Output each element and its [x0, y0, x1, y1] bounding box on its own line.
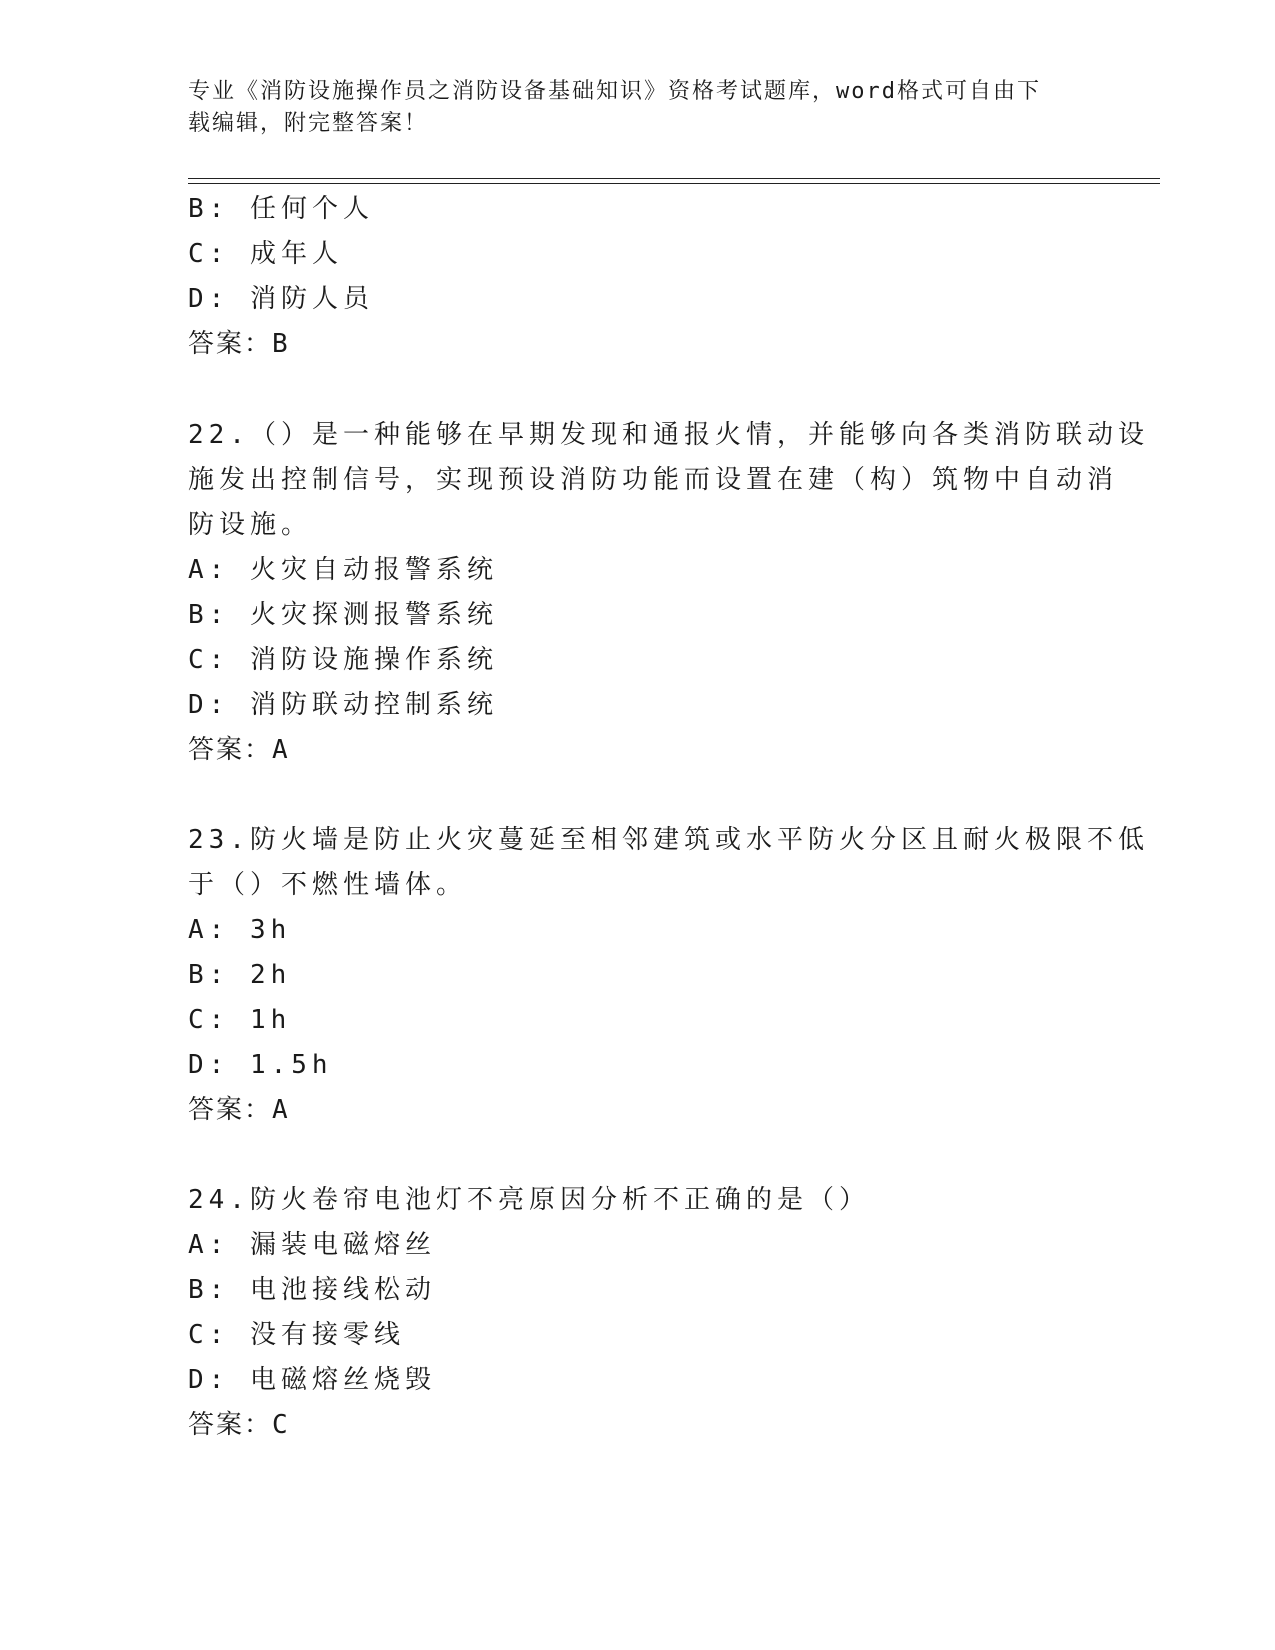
q24-option-d: D: 电磁熔丝烧毁	[188, 1365, 436, 1395]
q24-option-c: C: 没有接零线	[188, 1320, 405, 1350]
q23-stem-line-2: 于（）不燃性墙体。	[188, 870, 468, 900]
q22-answer: 答案：A	[188, 735, 290, 765]
q24-stem-line-1: 24.防火卷帘电池灯不亮原因分析不正确的是（）	[188, 1185, 870, 1215]
header-divider	[188, 178, 1160, 184]
q23-option-c: C: 1h	[188, 1005, 292, 1035]
q22-stem-line-3: 防设施。	[188, 510, 313, 540]
q22-option-a: A: 火灾自动报警系统	[188, 555, 498, 585]
q22-option-d: D: 消防联动控制系统	[188, 690, 498, 720]
q22-stem-line-1: 22.（）是一种能够在早期发现和通报火情，并能够向各类消防联动设	[188, 420, 1149, 450]
header-line-1: 专业《消防设施操作员之消防设备基础知识》资格考试题库，word格式可自由下	[188, 79, 1041, 104]
q21-option-d: D: 消防人员	[188, 284, 374, 314]
q22-option-c: C: 消防设施操作系统	[188, 645, 498, 675]
q21-option-c: C: 成年人	[188, 239, 343, 269]
q23-answer: 答案：A	[188, 1095, 290, 1125]
header-line-2: 载编辑，附完整答案！	[188, 111, 429, 136]
q23-option-d: D: 1.5h	[188, 1050, 333, 1080]
q21-option-b: B: 任何个人	[188, 194, 374, 224]
q21-answer: 答案：B	[188, 329, 290, 359]
q24-option-a: A: 漏装电磁熔丝	[188, 1230, 436, 1260]
q22-stem-line-2: 施发出控制信号，实现预设消防功能而设置在建（构）筑物中自动消	[188, 465, 1119, 495]
q22-option-b: B: 火灾探测报警系统	[188, 600, 498, 630]
q24-answer: 答案：C	[188, 1410, 290, 1440]
q23-option-a: A: 3h	[188, 915, 292, 945]
q23-option-b: B: 2h	[188, 960, 292, 990]
q23-stem-line-1: 23.防火墙是防止火灾蔓延至相邻建筑或水平防火分区且耐火极限不低	[188, 825, 1149, 855]
document-header	[188, 76, 1088, 140]
q24-option-b: B: 电池接线松动	[188, 1275, 436, 1305]
